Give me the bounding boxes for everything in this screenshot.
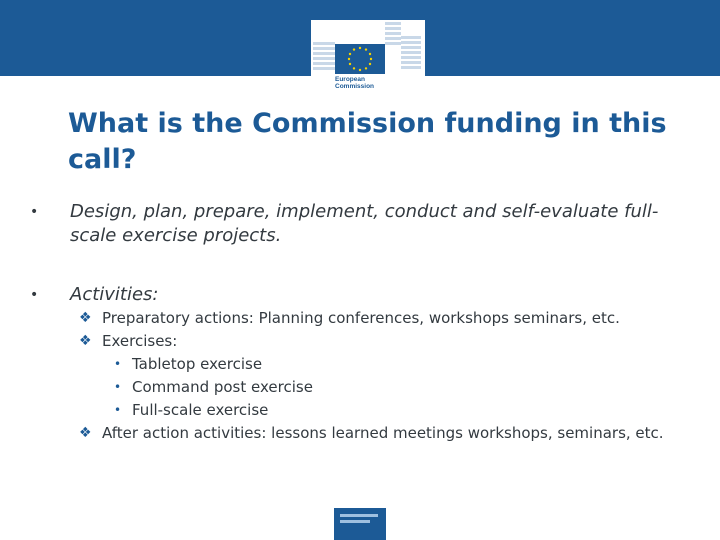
bullet-text: Design, plan, prepare, implement, conduct and self-evaluate full-scale exercise projects. [70,201,659,246]
list-item-text: Tabletop exercise [132,355,263,373]
list-item-text: Exercises: [102,332,178,350]
list-item-text: Full-scale exercise [132,401,269,419]
list-item-text: Command post exercise [132,378,313,396]
logo-line-european: European [335,76,365,83]
diamond-bullet-icon: ❖ [79,425,92,441]
logo-line-commission: Commission [335,83,375,90]
small-dot-icon: • [114,357,122,371]
bullet-text: Activities: [70,284,159,305]
list-item-command-post [78,378,698,397]
diamond-bullet-icon: ❖ [79,310,92,326]
european-commission-logo [311,20,425,98]
footer-logo-line [340,514,378,517]
bullet-dot-icon: • [30,287,39,303]
activities-sublist [78,309,698,447]
slide-title: What is the Commission funding in this call? [68,108,667,175]
bullet-item-activities [30,283,690,307]
list-item-exercises [78,332,698,351]
small-dot-icon: • [114,403,122,417]
footer-logo-line [340,520,370,523]
diamond-bullet-icon: ❖ [79,333,92,349]
berlaymont-building-icon [311,20,425,76]
list-item-preparatory [78,309,698,328]
list-item-tabletop [78,355,698,374]
list-item-text: After action activities: lessons learned meetings workshops, seminars, etc. [102,424,664,442]
small-dot-icon: • [114,380,122,394]
list-item-text: Preparatory actions: Planning conferences, workshops seminars, etc. [102,309,620,327]
bullet-dot-icon: • [30,204,39,220]
list-item-full-scale [78,401,698,420]
footer-logo [334,508,386,540]
logo-wordmark [335,76,374,90]
bullet-item-design [30,200,690,248]
list-item-after-action [78,424,698,443]
